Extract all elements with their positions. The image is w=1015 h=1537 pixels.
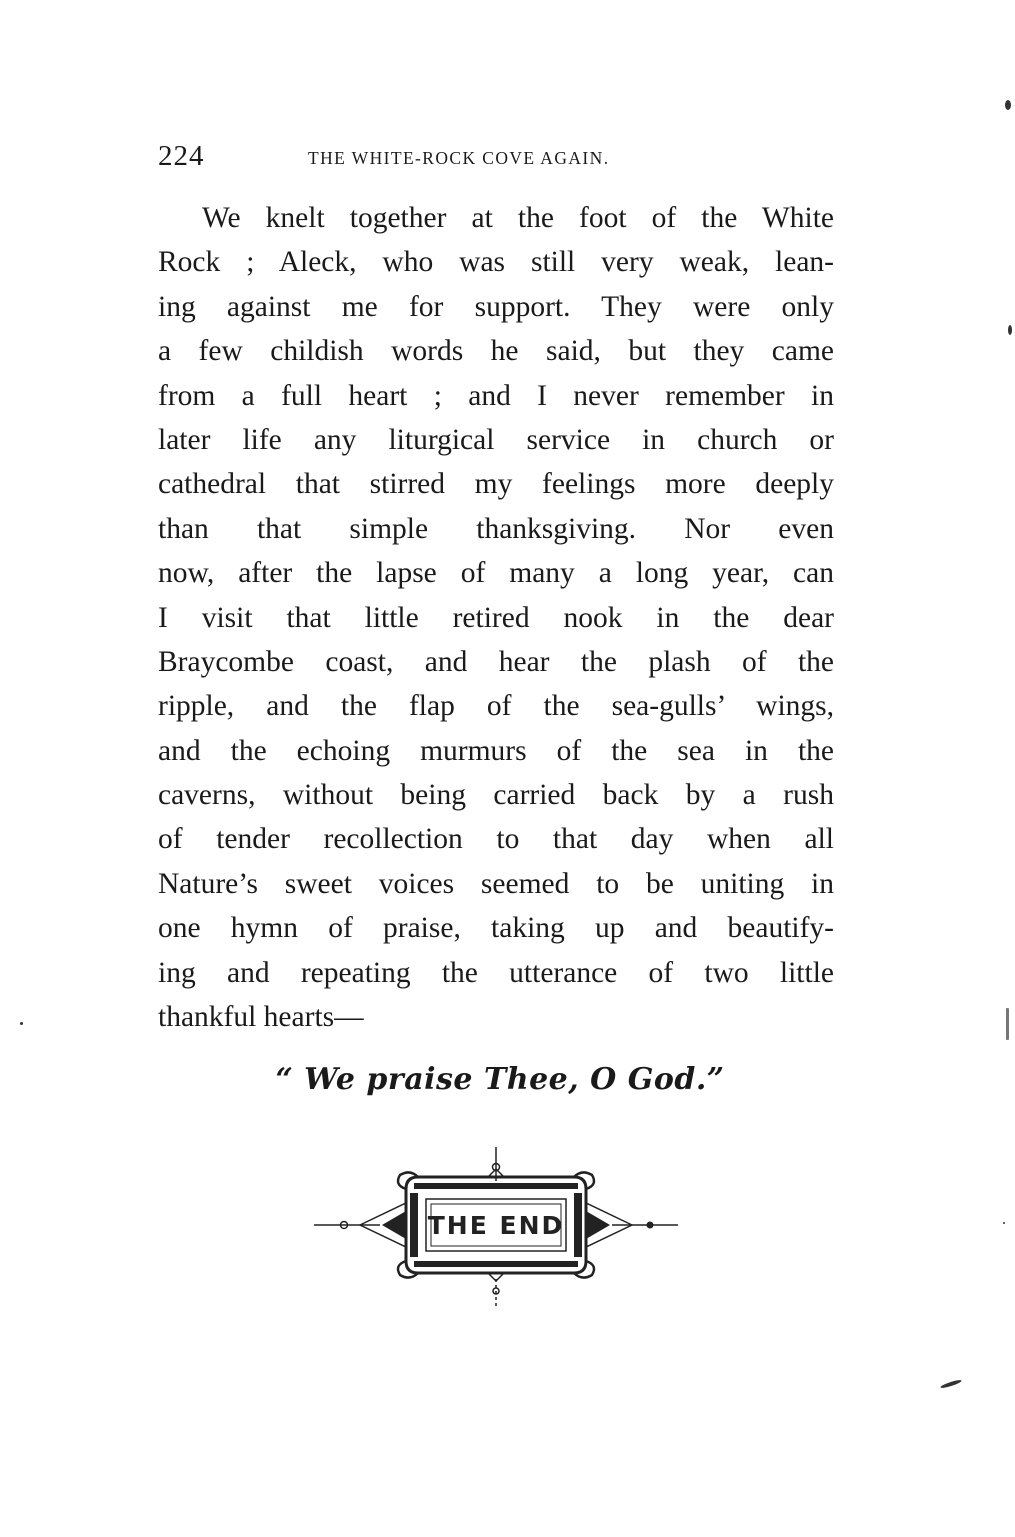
scan-speck [1008,325,1012,335]
text-line: thankful hearts— [158,1001,364,1034]
text-line: of tender recollection to that day when all [158,823,834,856]
the-end-ornament [310,1145,682,1315]
text-line: one hymn of praise, taking up and beautify- [158,912,834,945]
body-paragraph [158,196,834,1039]
text-line: from a full heart ; and I never remember in [158,379,834,412]
running-title: THE WHITE-ROCK COVE AGAIN. [308,148,610,168]
scan-speck [940,1379,962,1390]
scan-speck [1006,1008,1009,1040]
text-line: cathedral that stirred my feelings more deeply [158,468,834,501]
text-line: Braycombe coast, and hear the plash of the [158,645,834,678]
text-line: later life any liturgical service in church or [158,423,834,456]
text-line: than that simple thanksgiving. Nor even [158,512,834,545]
text-line: Rock ; Aleck, who was still very weak, lean- [158,246,834,279]
the-end-label: THE END [427,1211,565,1240]
text-line: ing and repeating the utterance of two little [158,956,834,989]
text-line: We knelt together at the foot of the White [202,202,834,234]
text-line: Nature’s sweet voices seemed to be uniting in [158,867,834,900]
closing-quote: “ We praise Thee, O God.” [275,1062,725,1097]
text-line: I visit that little retired nook in the dear [158,601,834,634]
running-head [158,140,834,180]
text-line: ripple, and the flap of the sea-gulls’ wings, [158,690,834,723]
text-line: and the echoing murmurs of the sea in the [158,734,834,767]
page-number: 224 [158,140,205,172]
scan-speck [20,1022,23,1025]
scan-speck [1003,1222,1005,1224]
text-line: ing against me for support. They were only [158,290,834,323]
text-line: a few childish words he said, but they came [158,335,834,368]
scan-speck [1005,100,1011,110]
text-line: now, after the lapse of many a long year, can [158,557,834,590]
text-line: caverns, without being carried back by a rush [158,779,834,812]
